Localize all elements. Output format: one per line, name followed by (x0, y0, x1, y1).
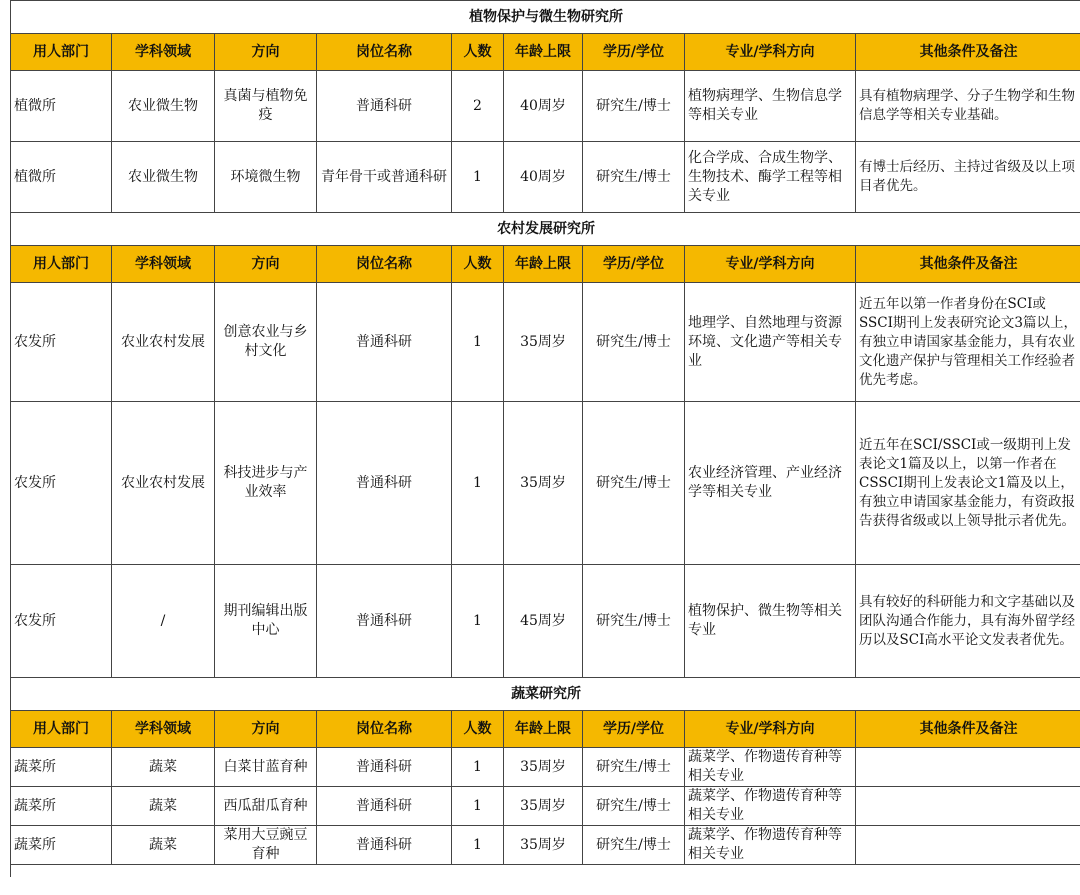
table-body (11, 1, 1080, 878)
cell-major: 蔬菜学、作物遗传育种等相关专业 (685, 748, 856, 787)
cell-count: 1 (452, 402, 504, 565)
cell-field: / (112, 565, 215, 678)
column-header-dept: 用人部门 (11, 246, 112, 283)
cell-remarks: 有博士后经历、主持过省级及以上项目者优先。 (856, 142, 1080, 213)
column-header-field: 学科领域 (112, 246, 215, 283)
table-row (11, 283, 1080, 402)
cell-age: 35周岁 (504, 787, 583, 826)
cell-degree: 研究生/博士 (583, 283, 685, 402)
cell-field: 农业农村发展 (112, 402, 215, 565)
column-header-degree: 学历/学位 (583, 34, 685, 71)
cell-degree: 研究生/博士 (583, 565, 685, 678)
cell-degree: 研究生/博士 (583, 787, 685, 826)
cell-age: 45周岁 (504, 565, 583, 678)
cell-post: 普通科研 (317, 787, 452, 826)
table-row (11, 565, 1080, 678)
cell-major: 蔬菜学、作物遗传育种等相关专业 (685, 826, 856, 865)
table-row (11, 748, 1080, 787)
cell-post: 普通科研 (317, 826, 452, 865)
cell-post: 普通科研 (317, 283, 452, 402)
cell-age: 40周岁 (504, 71, 583, 142)
column-header-age: 年龄上限 (504, 34, 583, 71)
cell-age: 35周岁 (504, 748, 583, 787)
cell-major: 地理学、自然地理与资源环境、文化遗产等相关专业 (685, 283, 856, 402)
column-header-direction: 方向 (215, 246, 317, 283)
column-header-remarks: 其他条件及备注 (856, 246, 1080, 283)
cell-degree: 研究生/博士 (583, 402, 685, 565)
cell-count: 1 (452, 826, 504, 865)
cell-field: 农业微生物 (112, 71, 215, 142)
section-title-row (11, 678, 1080, 711)
column-header-count: 人数 (452, 34, 504, 71)
cell-major: 蔬菜学、作物遗传育种等相关专业 (685, 787, 856, 826)
cell-post: 青年骨干或普通科研 (317, 142, 452, 213)
table-tail-row (11, 865, 1080, 878)
cell-dept: 农发所 (11, 402, 112, 565)
header-row (11, 246, 1080, 283)
table-row (11, 142, 1080, 213)
cell-count: 1 (452, 142, 504, 213)
column-header-remarks: 其他条件及备注 (856, 34, 1080, 71)
cell-major: 植物保护、微生物等相关专业 (685, 565, 856, 678)
table-row (11, 71, 1080, 142)
cell-direction: 真菌与植物免疫 (215, 71, 317, 142)
cell-count: 1 (452, 565, 504, 678)
cell-field: 蔬菜 (112, 748, 215, 787)
column-header-dept: 用人部门 (11, 34, 112, 71)
column-header-remarks: 其他条件及备注 (856, 711, 1080, 748)
cell-age: 40周岁 (504, 142, 583, 213)
cell-major: 化合学成、合成生物学、生物技术、酶学工程等相关专业 (685, 142, 856, 213)
cell-dept: 植微所 (11, 71, 112, 142)
table-row (11, 826, 1080, 865)
cell-field: 农业农村发展 (112, 283, 215, 402)
cell-direction: 菜用大豆豌豆育种 (215, 826, 317, 865)
cell-remarks: 近五年在SCI/SSCI或一级期刊上发表论文1篇及以上，以第一作者在CSSCI期刊上发表论文1篇及以上，有独立申请国家基金能力，有资政报告获得省级或以上领导批示者优先。 (856, 402, 1080, 565)
header-row (11, 711, 1080, 748)
cell-degree: 研究生/博士 (583, 748, 685, 787)
cell-post: 普通科研 (317, 565, 452, 678)
section-title: 农村发展研究所 (11, 213, 1080, 246)
cell-field: 农业微生物 (112, 142, 215, 213)
cell-direction: 创意农业与乡村文化 (215, 283, 317, 402)
section-title: 蔬菜研究所 (11, 678, 1080, 711)
cell-dept: 蔬菜所 (11, 826, 112, 865)
cell-degree: 研究生/博士 (583, 142, 685, 213)
column-header-major: 专业/学科方向 (685, 246, 856, 283)
cell-count: 1 (452, 787, 504, 826)
column-header-degree: 学历/学位 (583, 246, 685, 283)
column-header-field: 学科领域 (112, 711, 215, 748)
cell-degree: 研究生/博士 (583, 71, 685, 142)
column-header-direction: 方向 (215, 34, 317, 71)
section-title-row (11, 1, 1080, 34)
column-header-field: 学科领域 (112, 34, 215, 71)
cell-remarks: 近五年以第一作者身份在SCI或SSCI期刊上发表研究论文3篇以上，有独立申请国家基金能力，具有农业文化遗产保护与管理相关工作经验者优先考虑。 (856, 283, 1080, 402)
section-title-row (11, 213, 1080, 246)
cell-dept: 农发所 (11, 565, 112, 678)
column-header-post: 岗位名称 (317, 34, 452, 71)
cell-direction: 白菜甘蓝育种 (215, 748, 317, 787)
cell-age: 35周岁 (504, 283, 583, 402)
cell-direction: 环境微生物 (215, 142, 317, 213)
cell-post: 普通科研 (317, 402, 452, 565)
cell-count: 2 (452, 71, 504, 142)
cell-post: 普通科研 (317, 71, 452, 142)
cell-degree: 研究生/博士 (583, 826, 685, 865)
cell-dept: 蔬菜所 (11, 748, 112, 787)
cell-post: 普通科研 (317, 748, 452, 787)
column-header-post: 岗位名称 (317, 711, 452, 748)
column-header-age: 年龄上限 (504, 711, 583, 748)
column-header-count: 人数 (452, 711, 504, 748)
cell-major: 植物病理学、生物信息学等相关专业 (685, 71, 856, 142)
cell-direction: 科技进步与产业效率 (215, 402, 317, 565)
cell-remarks (856, 826, 1080, 865)
cell-dept: 农发所 (11, 283, 112, 402)
header-row (11, 34, 1080, 71)
column-header-degree: 学历/学位 (583, 711, 685, 748)
cell-count: 1 (452, 283, 504, 402)
cell-remarks (856, 748, 1080, 787)
cell-major: 农业经济管理、产业经济学等相关专业 (685, 402, 856, 565)
table-tail (11, 865, 1080, 878)
column-header-count: 人数 (452, 246, 504, 283)
column-header-age: 年龄上限 (504, 246, 583, 283)
cell-count: 1 (452, 748, 504, 787)
table-row (11, 787, 1080, 826)
cell-age: 35周岁 (504, 826, 583, 865)
recruitment-table (10, 0, 1080, 877)
cell-dept: 植微所 (11, 142, 112, 213)
cell-direction: 期刊编辑出版中心 (215, 565, 317, 678)
cell-remarks: 具有较好的科研能力和文字基础以及团队沟通合作能力，具有海外留学经历以及SCI高水平论文发表者优先。 (856, 565, 1080, 678)
cell-field: 蔬菜 (112, 826, 215, 865)
cell-direction: 西瓜甜瓜育种 (215, 787, 317, 826)
column-header-dept: 用人部门 (11, 711, 112, 748)
column-header-post: 岗位名称 (317, 246, 452, 283)
cell-dept: 蔬菜所 (11, 787, 112, 826)
section-title: 植物保护与微生物研究所 (11, 1, 1080, 34)
column-header-major: 专业/学科方向 (685, 711, 856, 748)
cell-remarks (856, 787, 1080, 826)
column-header-direction: 方向 (215, 711, 317, 748)
cell-remarks: 具有植物病理学、分子生物学和生物信息学等相关专业基础。 (856, 71, 1080, 142)
column-header-major: 专业/学科方向 (685, 34, 856, 71)
cell-field: 蔬菜 (112, 787, 215, 826)
table-row (11, 402, 1080, 565)
cell-age: 35周岁 (504, 402, 583, 565)
